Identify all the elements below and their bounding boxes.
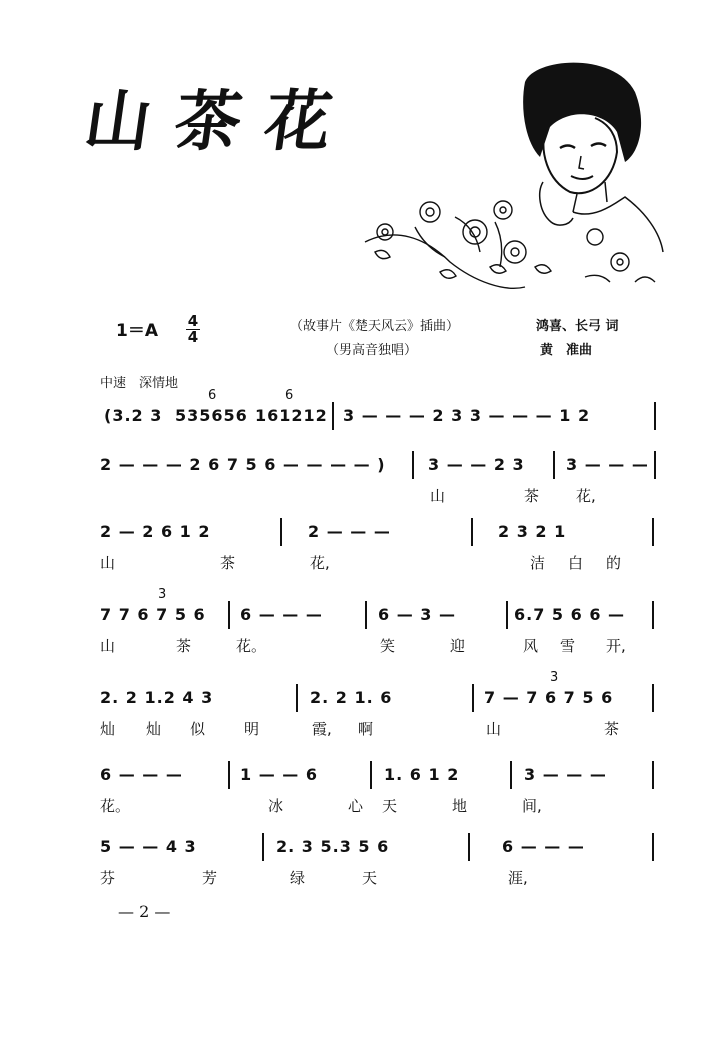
barline xyxy=(472,684,474,712)
lyric-syllable: 冰 xyxy=(268,797,284,815)
lyric-syllable: 雪 xyxy=(560,637,576,655)
notation-group: 7 — 7 6 7 5 6 xyxy=(484,688,614,707)
notation-group: 2 — — — xyxy=(308,522,391,541)
song-title: 山茶花 xyxy=(79,82,361,160)
lyric-syllable: 似 xyxy=(190,720,206,738)
tuplet-mark: 6 xyxy=(208,388,217,403)
lyric-syllable: 地 xyxy=(452,797,468,815)
lyric-syllable: 风 xyxy=(523,637,539,655)
composer-credit: 黄 准曲 xyxy=(540,343,593,358)
lyric-syllable: 芬 xyxy=(100,869,116,887)
barline xyxy=(471,518,473,546)
barline xyxy=(652,684,654,712)
notation-group: 2 — — — 2 6 7 5 6 — — — — ) xyxy=(100,455,386,474)
notation-group: 161212 xyxy=(255,406,328,425)
lyric-syllable: 灿 xyxy=(146,720,162,738)
barline xyxy=(654,402,656,430)
tuplet-mark: 6 xyxy=(285,388,294,403)
lyric-syllable: 山 xyxy=(430,487,446,505)
notation-group: 2. 2 1. 6 xyxy=(310,688,393,707)
barline xyxy=(652,761,654,789)
barline xyxy=(652,601,654,629)
barline xyxy=(296,684,298,712)
notation-group: (3.2 3 xyxy=(104,406,163,425)
lyric-syllable: 洁 xyxy=(530,554,546,572)
barline xyxy=(468,833,470,861)
notation-group: 2 — 2 6 1 2 xyxy=(100,522,211,541)
lyric-syllable: 茶 xyxy=(220,554,236,572)
lyric-syllable: 花。 xyxy=(236,637,267,655)
lyric-syllable: 迎 xyxy=(450,637,466,655)
lyric-syllable: 天 xyxy=(362,869,378,887)
barline xyxy=(654,451,656,479)
notation-group: 3 — — — 2 3 3 — — — 1 2 xyxy=(343,406,591,425)
barline xyxy=(228,601,230,629)
notation-group: 1 — — 6 xyxy=(240,765,318,784)
time-signature-bottom: 4 xyxy=(187,328,199,346)
notation-group: 535656 xyxy=(175,406,248,425)
lyric-syllable: 的 xyxy=(606,554,622,572)
source-note: （故事片《楚天风云》插曲） xyxy=(290,319,460,334)
lyric-syllable: 山 xyxy=(100,637,116,655)
lyric-syllable: 霞, xyxy=(312,720,332,738)
barline xyxy=(280,518,282,546)
barline xyxy=(412,451,414,479)
notation-group: 3 — — — xyxy=(524,765,607,784)
barline xyxy=(510,761,512,789)
lyric-syllable: 花。 xyxy=(100,797,131,815)
lyric-syllable: 明 xyxy=(244,720,260,738)
notation-group: 7 7 6 7 5 6 xyxy=(100,605,206,624)
notation-group: 6.7 5 6 6 — xyxy=(514,605,626,624)
lyric-syllable: 山 xyxy=(486,720,502,738)
lyric-syllable: 涯, xyxy=(508,869,528,887)
tuplet-mark: 3 xyxy=(158,587,167,602)
barline xyxy=(332,402,334,430)
notation-group: 2. 3 5.3 5 6 xyxy=(276,837,390,856)
lyric-syllable: 心 xyxy=(348,797,364,815)
barline xyxy=(228,761,230,789)
lyric-syllable: 山 xyxy=(100,554,116,572)
lyric-syllable: 茶 xyxy=(524,487,540,505)
time-signature-top: 4 xyxy=(187,312,199,330)
page-number: — 2 — xyxy=(118,902,171,921)
lyric-syllable: 天 xyxy=(382,797,398,815)
lyric-syllable: 啊 xyxy=(358,720,374,738)
notation-group: 1. 6 1 2 xyxy=(384,765,460,784)
notation-group: 6 — — — xyxy=(240,605,323,624)
barline xyxy=(370,761,372,789)
notation-group: 6 — — — xyxy=(100,765,183,784)
notation-group: 3 — — 2 3 xyxy=(428,455,525,474)
barline xyxy=(506,601,508,629)
lyric-syllable: 灿 xyxy=(100,720,116,738)
notation-group: 2. 2 1.2 4 3 xyxy=(100,688,214,707)
barline xyxy=(652,833,654,861)
barline xyxy=(365,601,367,629)
lyric-syllable: 茶 xyxy=(176,637,192,655)
portrait-illustration xyxy=(355,52,665,302)
lyric-syllable: 芳 xyxy=(202,869,218,887)
barline xyxy=(652,518,654,546)
notation-group: 3 — — — xyxy=(566,455,649,474)
notation-group: 6 — 3 — xyxy=(378,605,456,624)
lyric-syllable: 笑 xyxy=(380,637,396,655)
lyric-syllable: 茶 xyxy=(604,720,620,738)
key-signature: 1＝A xyxy=(116,321,158,341)
lyric-syllable: 花, xyxy=(310,554,330,572)
notation-group: 2 3 2 1 xyxy=(498,522,567,541)
lyric-syllable: 花, xyxy=(576,487,596,505)
tempo-marking: 中速 深情地 xyxy=(100,376,179,391)
time-signature xyxy=(186,314,200,345)
lyric-syllable: 开, xyxy=(606,637,626,655)
tuplet-mark: 3 xyxy=(550,670,559,685)
performance-note: （男高音独唱） xyxy=(326,343,418,358)
notation-group: 5 — — 4 3 xyxy=(100,837,197,856)
lyric-syllable: 绿 xyxy=(290,869,306,887)
lyric-syllable: 白 xyxy=(568,554,584,572)
barline xyxy=(262,833,264,861)
barline xyxy=(553,451,555,479)
notation-group: 6 — — — xyxy=(502,837,585,856)
lyricist-credit: 鸿喜、长弓 词 xyxy=(536,319,619,334)
lyric-syllable: 间, xyxy=(522,797,542,815)
